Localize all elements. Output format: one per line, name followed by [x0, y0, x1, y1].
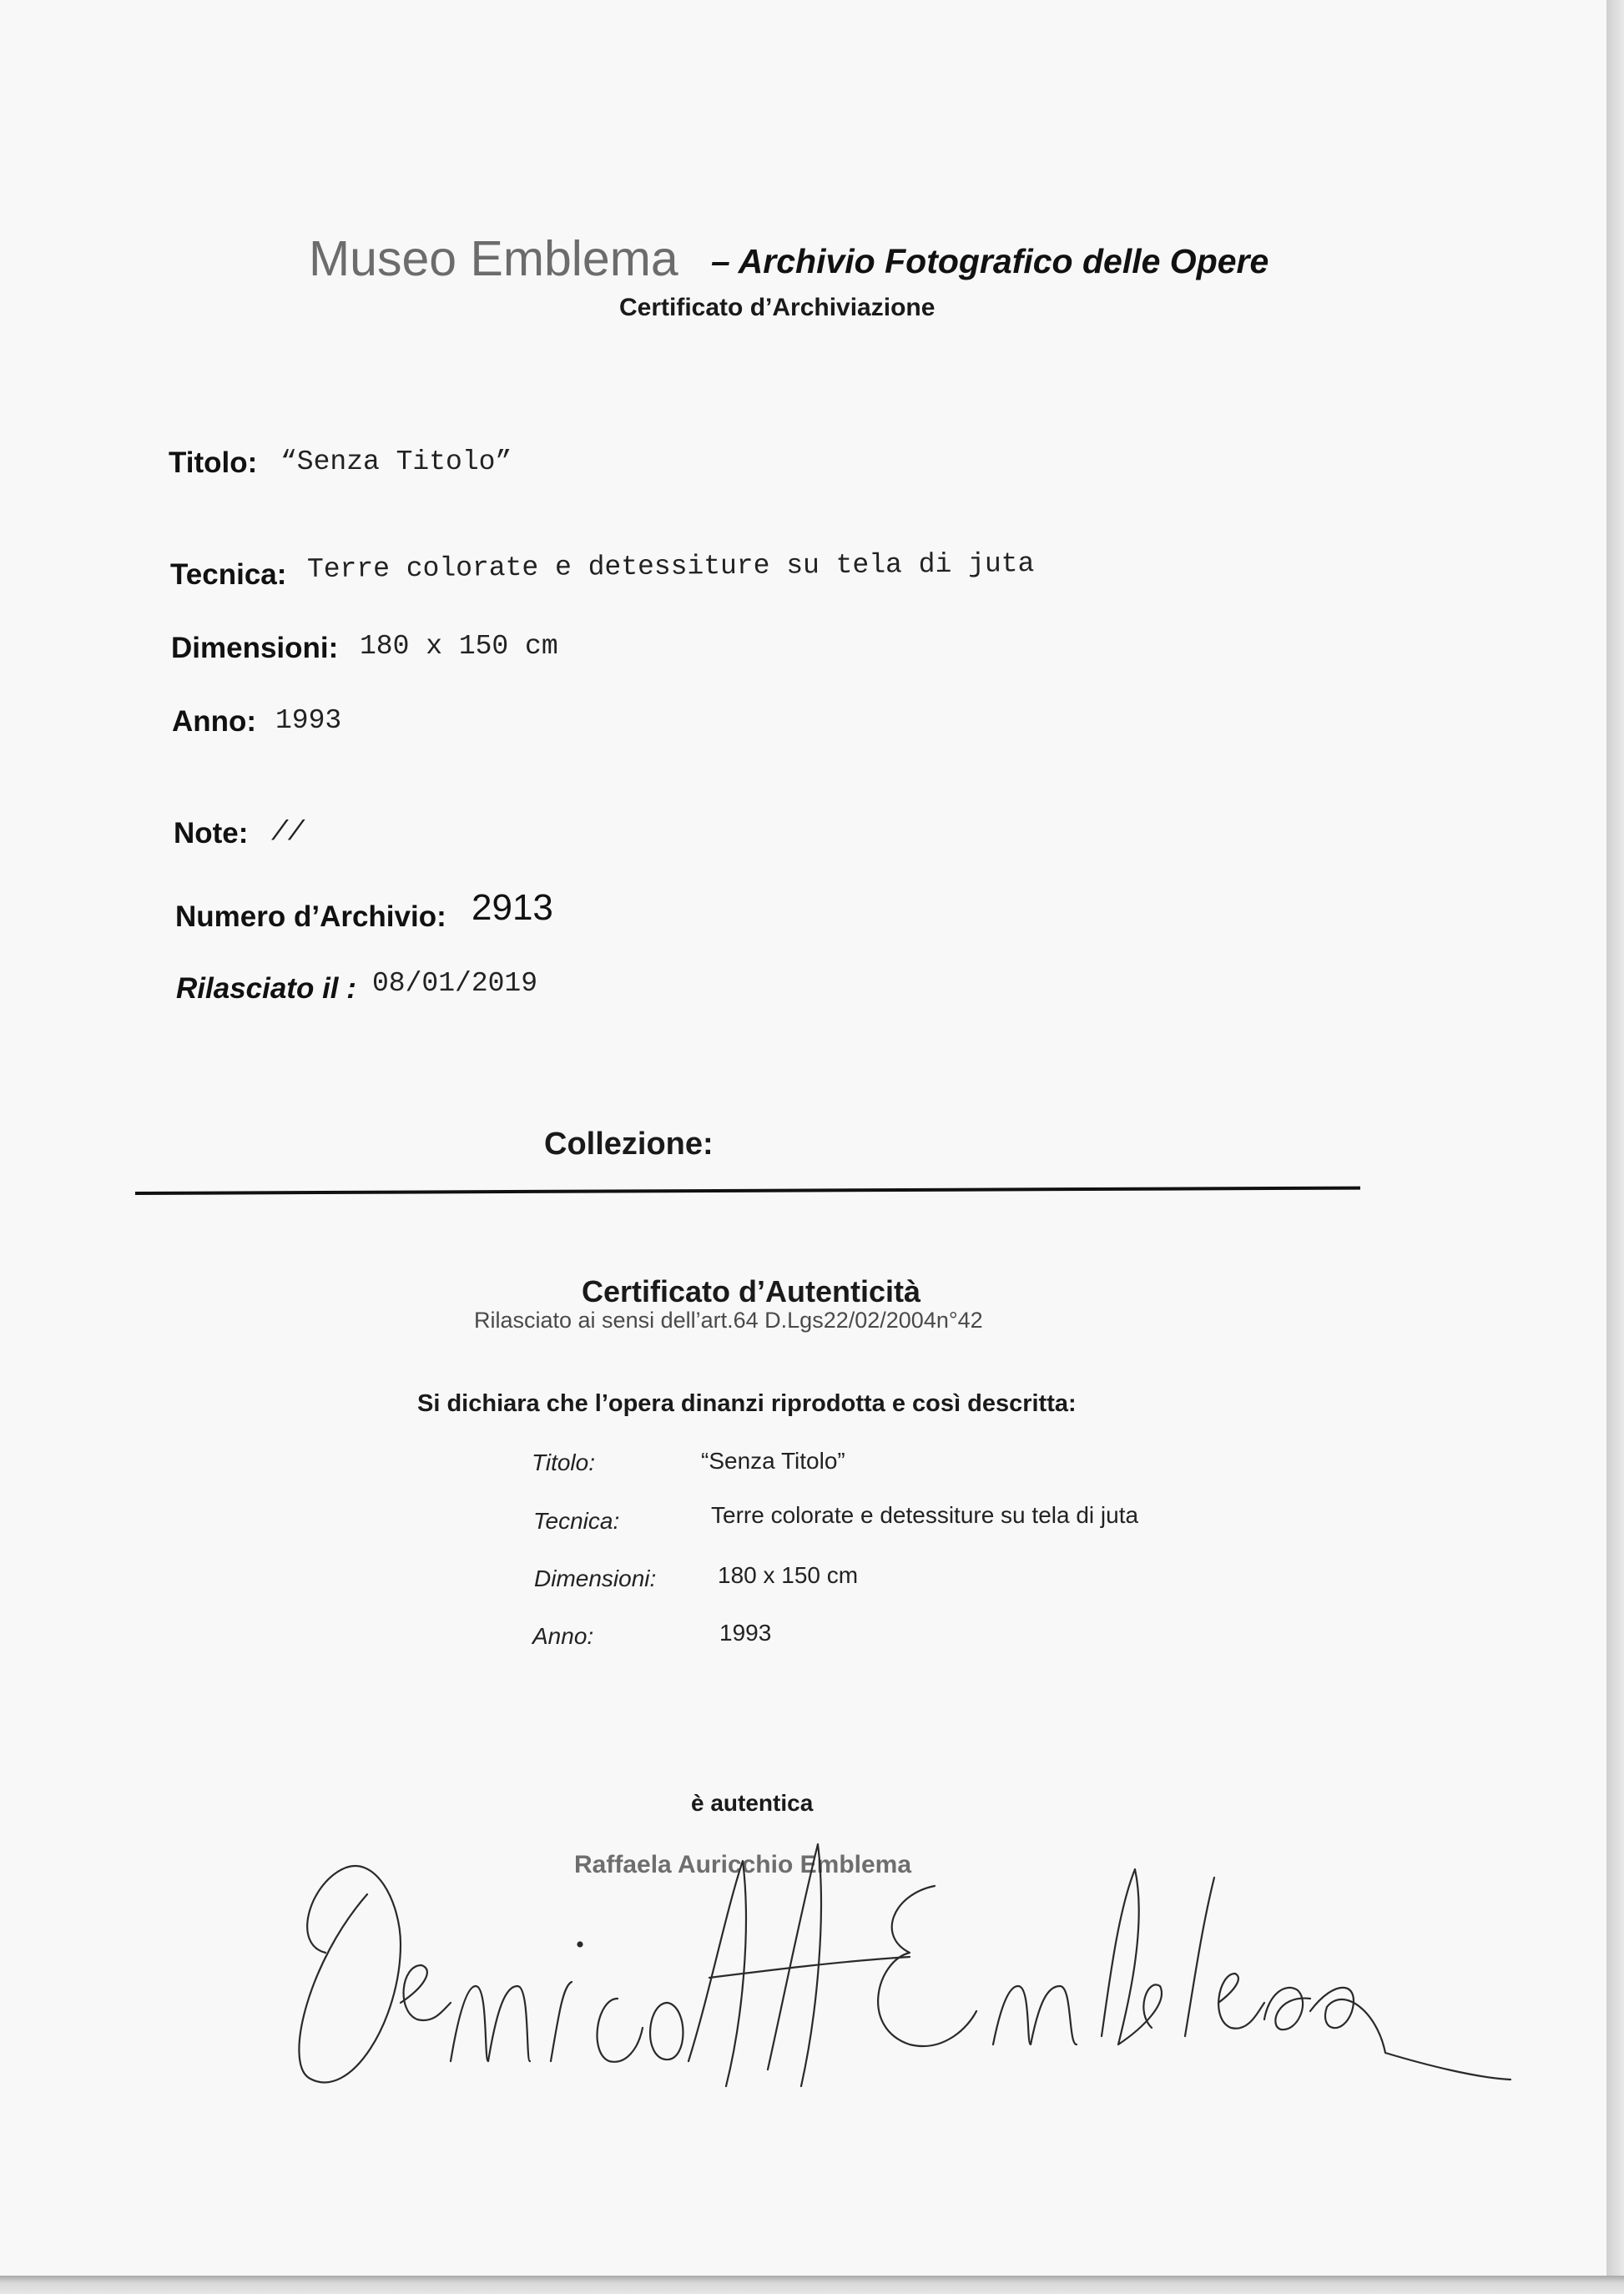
handwritten-signature	[275, 1811, 1527, 2095]
authentic-statement: è autentica	[691, 1790, 814, 1816]
technique-label: Tecnica:	[170, 558, 287, 591]
title-value: “Senza Titolo”	[280, 446, 512, 477]
detail-year-label: Anno:	[532, 1623, 594, 1649]
page-edge-right	[1606, 0, 1624, 2294]
page-edge-bottom	[0, 2276, 1624, 2294]
detail-technique-label: Tecnica:	[533, 1508, 620, 1534]
notes-value: //	[271, 817, 305, 848]
dimensions-value: 180 x 150 cm	[360, 631, 558, 662]
detail-year-value: 1993	[719, 1620, 772, 1646]
detail-title-value: “Senza Titolo”	[701, 1448, 845, 1474]
museum-name: Museo Emblema	[309, 231, 678, 286]
year-value: 1993	[275, 705, 342, 736]
archive-number-value: 2913	[472, 887, 553, 928]
notes-label: Note:	[174, 817, 249, 850]
authenticity-subtitle: Rilasciato ai sensi dell’art.64 D.Lgs22/02/2004n°42	[474, 1308, 983, 1333]
issuer-name: Raffaela Auricchio Emblema	[574, 1851, 912, 1878]
year-label: Anno:	[172, 705, 257, 738]
detail-dimensions-label: Dimensioni:	[534, 1565, 657, 1591]
title-label: Titolo:	[169, 446, 258, 479]
archive-title: – Archivio Fotografico delle Opere	[711, 242, 1269, 280]
technique-value: Terre colorate e detessiture su tela di juta	[306, 548, 1035, 585]
detail-technique-value: Terre colorate e detessiture su tela di juta	[711, 1502, 1139, 1528]
authenticity-title: Certificato d’Autenticità	[582, 1274, 921, 1308]
archive-certificate-title: Certificato d’Archiviazione	[619, 294, 936, 321]
collection-label: Collezione:	[544, 1127, 714, 1162]
dimensions-label: Dimensioni:	[171, 632, 339, 664]
detail-title-label: Titolo:	[532, 1450, 596, 1475]
archive-number-label: Numero d’Archivio:	[175, 900, 446, 933]
detail-dimensions-value: 180 x 150 cm	[718, 1562, 859, 1588]
issued-value: 08/01/2019	[372, 968, 538, 999]
issued-label: Rilasciato il :	[176, 972, 356, 1005]
declaration-text: Si dichiara che l’opera dinanzi riprodotta e così descritta:	[417, 1390, 1077, 1417]
